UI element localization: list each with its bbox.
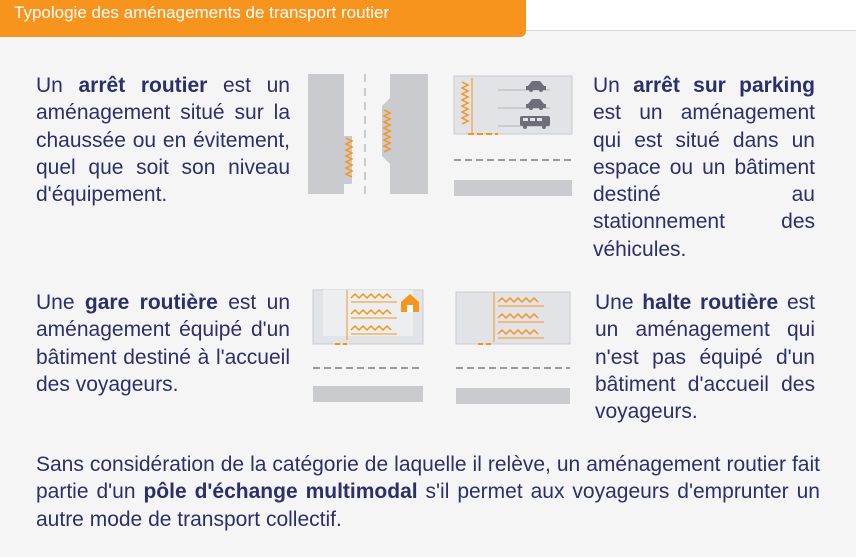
arret-routier-text: Un arrêt routier est un aménagement situé sur la chaussée ou en évitement, quel que soit son niveau d'équipement.: [36, 74, 290, 207]
road-stop-illustration: [308, 74, 428, 196]
section-title: Typologie des aménagements de transport routier: [14, 3, 390, 22]
arret-parking-term: arrêt sur parking: [633, 74, 815, 97]
halte-routiere-text: Une halte routière est un aménagement qui n'est pas équipé d'un bâtiment d'accueil des voyageurs.: [595, 291, 815, 424]
pole-echange-term: pôle d'échange multimodal: [143, 480, 418, 504]
footer-paragraph: Sans considération de la catégorie de laquelle il relève, un aménagement routier fait partie d'un pôle d'échange multimodal s'il permet aux voyageurs d'emprunter un autre mode de transport collectif.: [36, 453, 820, 531]
arret-parking-text: Un arrêt sur parking est un aménagement qui est situé dans un espace ou un bâtiment destiné au stationnement des véhicules.: [593, 74, 815, 261]
parking-stop-illustration: [454, 76, 572, 198]
arret-routier-term: arrêt routier: [78, 74, 208, 97]
halt-illustration: [456, 292, 570, 404]
halte-routiere-term: halte routière: [642, 291, 779, 314]
gare-routiere-text: Une gare routière est un aménagement équipé d'un bâtiment destiné à l'accueil des voyageurs.: [36, 291, 291, 396]
gare-routiere-term: gare routière: [84, 291, 218, 314]
bus-station-illustration: [313, 290, 423, 402]
section-title-tab: [0, 0, 526, 37]
